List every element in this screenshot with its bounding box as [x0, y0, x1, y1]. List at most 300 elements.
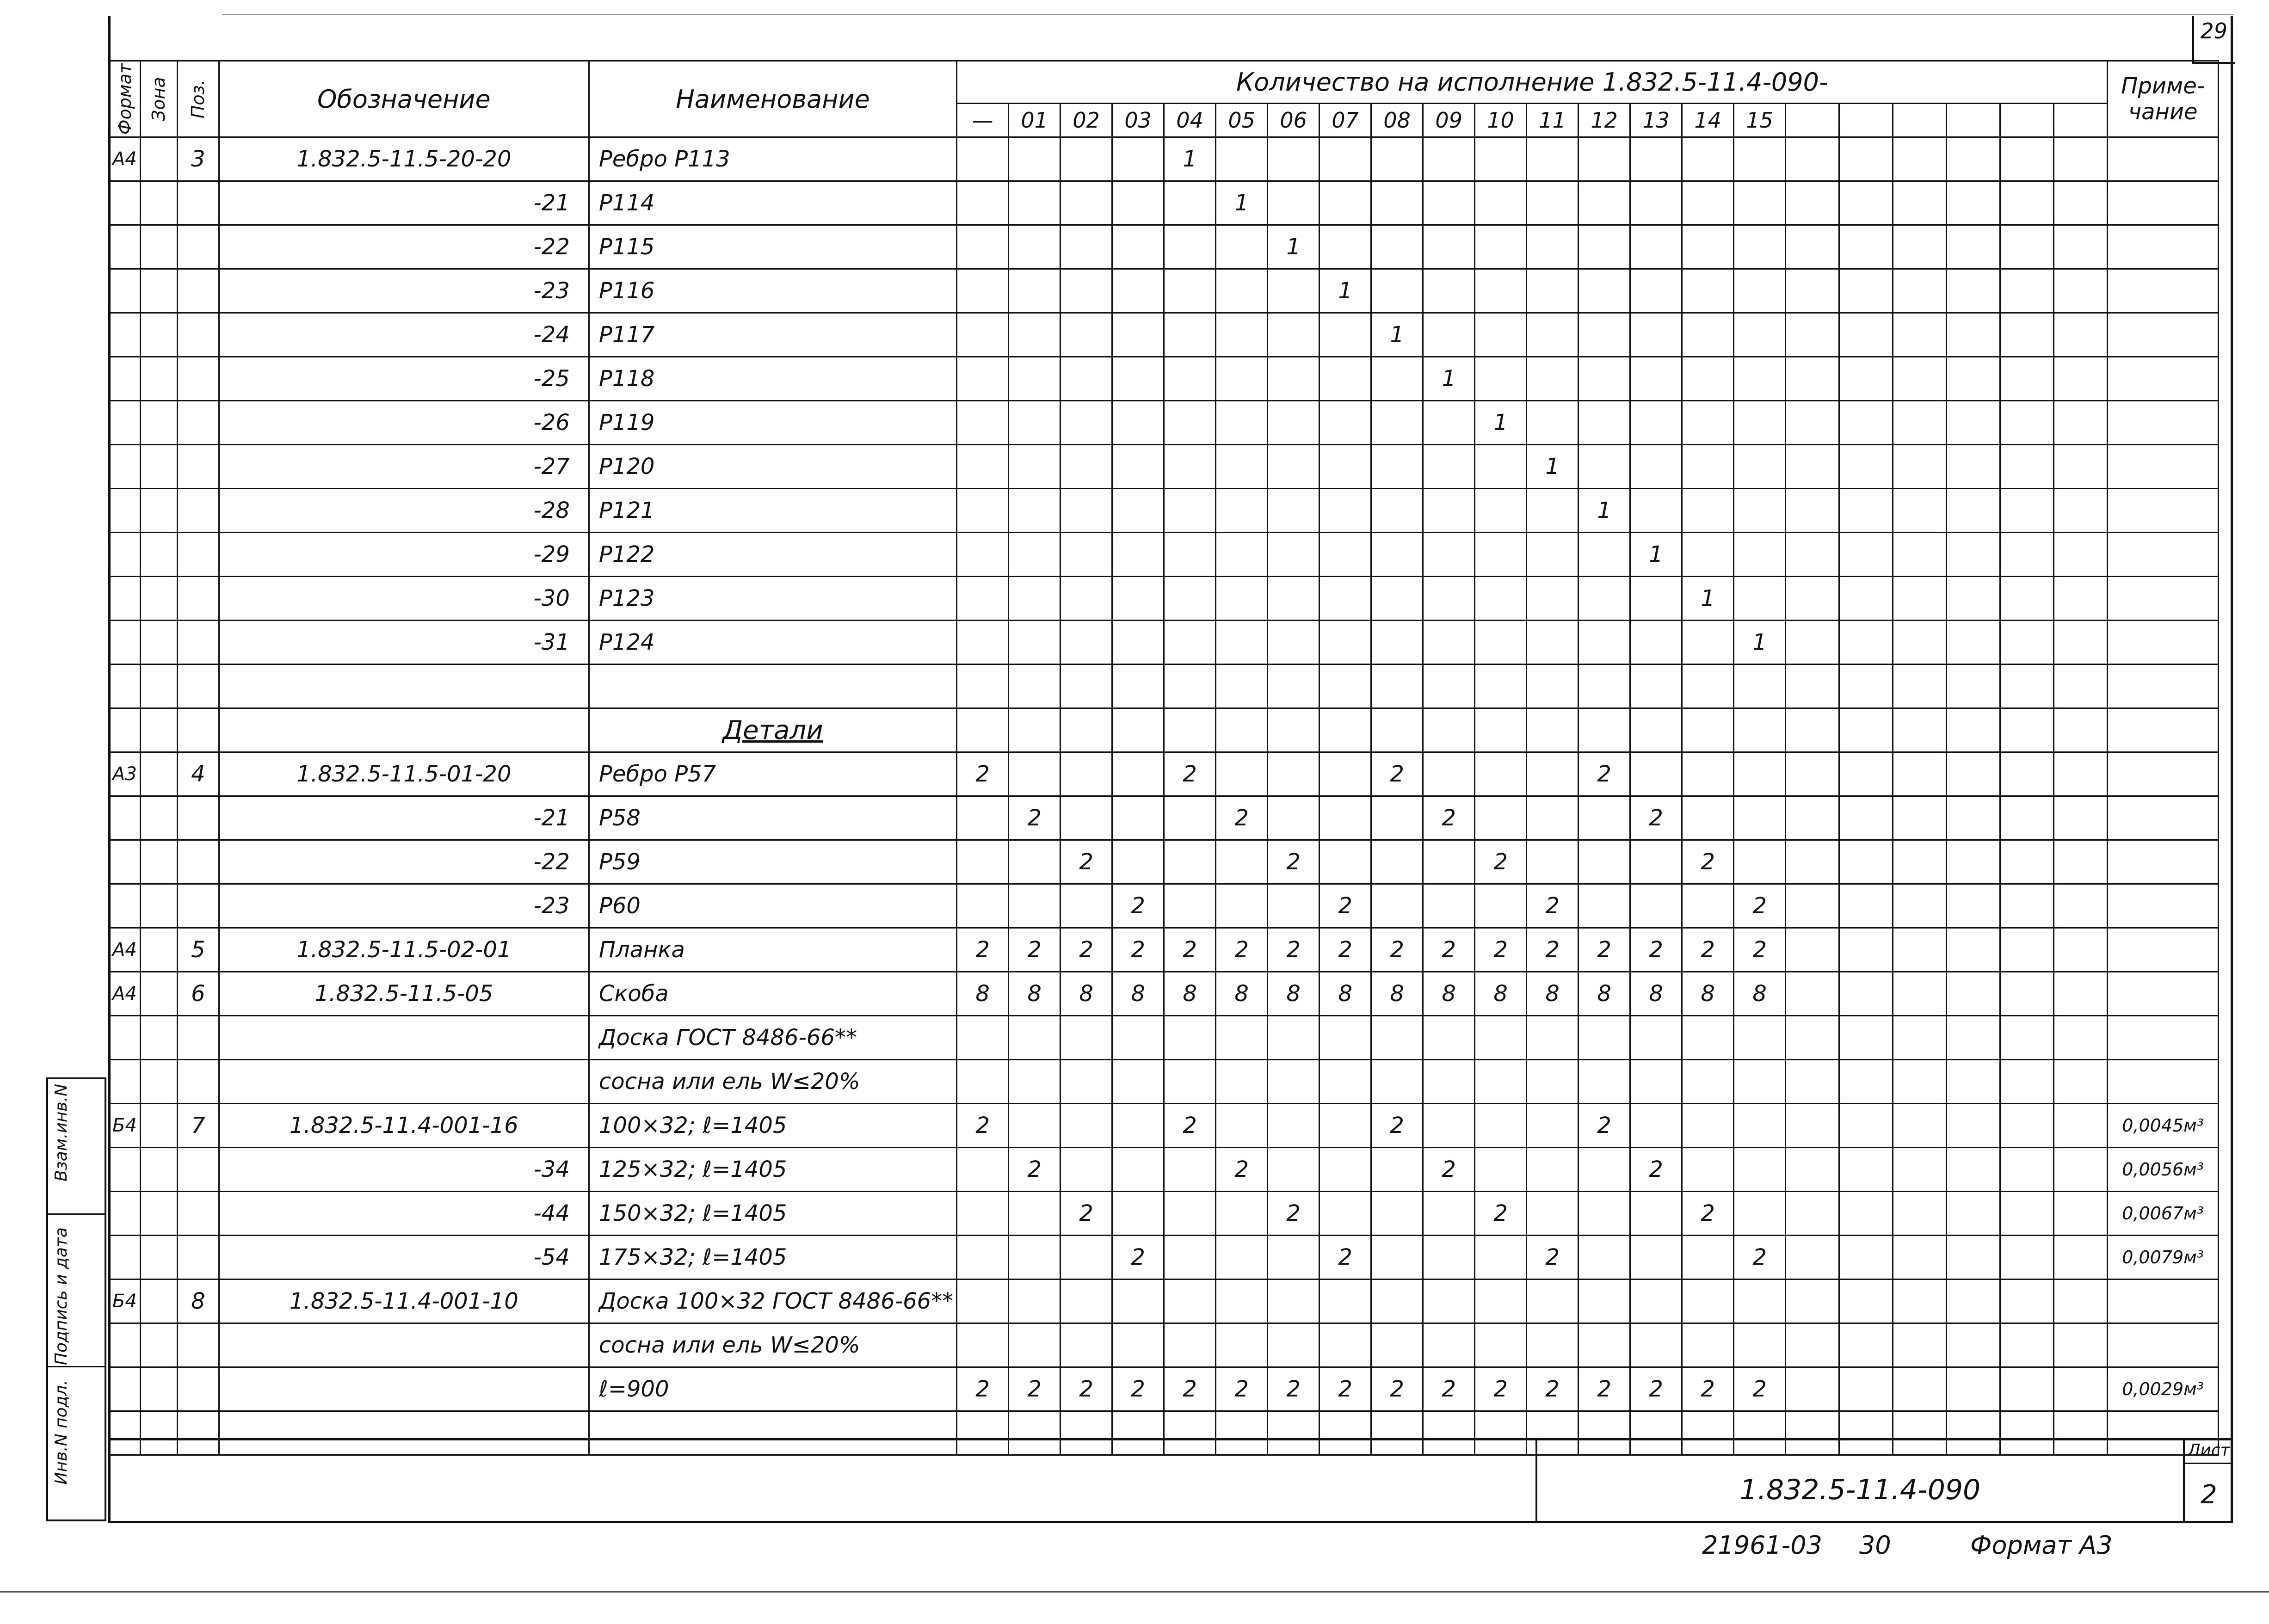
qty-cell: [1578, 1323, 1630, 1367]
qty-cell: [1112, 1192, 1164, 1236]
qty-cell: [1578, 357, 1630, 401]
designation-cell: -25: [219, 357, 589, 401]
qty-cell: 2: [1061, 1192, 1112, 1236]
qty-cell: [1319, 313, 1371, 357]
qty-cell: [1112, 1280, 1164, 1323]
qty-cell: [1682, 357, 1734, 401]
format-cell: [109, 1367, 141, 1411]
qty-cell: [1371, 1323, 1423, 1367]
qty-cell: [2000, 621, 2054, 664]
qty-cell: [1893, 664, 1947, 708]
qty-cell: [1319, 401, 1371, 445]
pos-cell: 8: [177, 1280, 219, 1323]
name-cell: Ребро Р57: [589, 752, 956, 796]
pos-cell: [177, 489, 219, 533]
name-cell: Р114: [589, 181, 956, 225]
qty-cell: [1839, 1148, 1893, 1192]
qty-cell: [1786, 1367, 1839, 1411]
qty-cell: [1268, 1060, 1319, 1104]
note-cell: [2108, 357, 2219, 401]
table-row: [109, 445, 2219, 489]
qty-cell: [1734, 708, 1786, 752]
qty-cell: 8: [1475, 972, 1527, 1016]
pos-cell: [177, 840, 219, 884]
qty-cell: [1371, 181, 1423, 225]
qty-cell: [1371, 1236, 1423, 1280]
qty-cell: [1734, 489, 1786, 533]
qty-cell: [1527, 533, 1578, 577]
format-cell: [109, 1016, 141, 1060]
qty-cell: [1839, 840, 1893, 884]
qty-cell: [1947, 1148, 2000, 1192]
qty-cell: [1786, 1280, 1839, 1323]
header-variant: 04: [1164, 104, 1216, 137]
designation-cell: -28: [219, 489, 589, 533]
qty-cell: [1527, 401, 1578, 445]
qty-cell: [1061, 489, 1112, 533]
qty-cell: [2000, 269, 2054, 313]
qty-cell: [1734, 752, 1786, 796]
qty-cell: [1527, 137, 1578, 181]
qty-cell: [1734, 269, 1786, 313]
qty-cell: [1893, 1192, 1947, 1236]
qty-cell: [1475, 1016, 1527, 1060]
qty-cell: [1319, 1104, 1371, 1148]
note-cell: 0,0056м³: [2108, 1148, 2219, 1192]
qty-cell: [1216, 664, 1268, 708]
qty-cell: [1475, 489, 1527, 533]
qty-cell: 2: [1527, 884, 1578, 928]
note-cell: [2108, 708, 2219, 752]
qty-cell: [1630, 1323, 1682, 1367]
note-cell: 0,0029м³: [2108, 1367, 2219, 1411]
qty-cell: [1164, 225, 1216, 269]
footer-code: 21961-03: [1702, 1531, 1822, 1560]
header-variant: 06: [1268, 104, 1319, 137]
qty-cell: [1371, 225, 1423, 269]
qty-cell: [1578, 269, 1630, 313]
qty-cell: 2: [1630, 1148, 1682, 1192]
qty-cell: [2054, 840, 2108, 884]
qty-cell: [1164, 796, 1216, 840]
qty-cell: 2: [1009, 1148, 1061, 1192]
qty-cell: [2000, 445, 2054, 489]
pos-cell: [177, 796, 219, 840]
note-cell: [2108, 840, 2219, 884]
qty-cell: 1: [1319, 269, 1371, 313]
pos-cell: [177, 577, 219, 621]
qty-cell: [1423, 533, 1475, 577]
qty-cell: 2: [1268, 1192, 1319, 1236]
qty-cell: [1630, 840, 1682, 884]
qty-cell: 8: [1578, 972, 1630, 1016]
zone-cell: [140, 577, 177, 621]
qty-cell: [1893, 533, 1947, 577]
designation-cell: -21: [219, 181, 589, 225]
bottom-line: [0, 1591, 2269, 1593]
qty-cell: [1682, 1323, 1734, 1367]
stamp-inv-podl: Инв.N подл.: [52, 1380, 71, 1485]
qty-cell: [1423, 445, 1475, 489]
qty-cell: [1423, 884, 1475, 928]
qty-cell: [1947, 577, 2000, 621]
qty-cell: 2: [1268, 928, 1319, 972]
qty-cell: [1216, 752, 1268, 796]
name-cell: Скоба: [589, 972, 956, 1016]
qty-cell: 2: [1682, 840, 1734, 884]
format-cell: [109, 445, 141, 489]
table-row: [109, 1236, 2219, 1280]
qty-cell: [1630, 577, 1682, 621]
header-variant: 15: [1734, 104, 1786, 137]
header-name: Наименование: [589, 61, 956, 137]
qty-cell: [1682, 137, 1734, 181]
specification-table: [108, 60, 2219, 1456]
qty-cell: 2: [1216, 928, 1268, 972]
name-cell: Р59: [589, 840, 956, 884]
designation-cell: 1.832.5-11.5-20-20: [219, 137, 589, 181]
table-row: [109, 137, 2219, 181]
qty-cell: [1475, 533, 1527, 577]
qty-cell: [1319, 621, 1371, 664]
qty-cell: [1164, 1060, 1216, 1104]
qty-cell: [1578, 840, 1630, 884]
qty-cell: 2: [1371, 1104, 1423, 1148]
pos-cell: [177, 357, 219, 401]
qty-cell: [1630, 181, 1682, 225]
pos-cell: [177, 708, 219, 752]
name-cell: Р121: [589, 489, 956, 533]
qty-cell: [2054, 621, 2108, 664]
qty-cell: 2: [1630, 1367, 1682, 1411]
left-stamp: [46, 1077, 106, 1521]
pos-cell: [177, 1323, 219, 1367]
qty-cell: [1061, 1323, 1112, 1367]
zone-cell: [140, 796, 177, 840]
qty-cell: [1061, 752, 1112, 796]
zone-cell: [140, 752, 177, 796]
qty-cell: [1734, 1323, 1786, 1367]
qty-cell: [1630, 1016, 1682, 1060]
table-row: [109, 225, 2219, 269]
qty-cell: [2054, 181, 2108, 225]
pos-cell: [177, 445, 219, 489]
qty-cell: 1: [1527, 445, 1578, 489]
qty-cell: 2: [1112, 928, 1164, 972]
qty-cell: 8: [1164, 972, 1216, 1016]
qty-cell: [957, 533, 1009, 577]
qty-cell: [1319, 1323, 1371, 1367]
qty-cell: 2: [957, 1104, 1009, 1148]
qty-cell: [2054, 313, 2108, 357]
header-format: Формат: [109, 61, 141, 137]
table-row: [109, 1280, 2219, 1323]
qty-cell: [1682, 1016, 1734, 1060]
designation-cell: -22: [219, 840, 589, 884]
qty-cell: [1893, 1016, 1947, 1060]
qty-cell: [1268, 489, 1319, 533]
qty-cell: [1527, 1016, 1578, 1060]
qty-cell: [1947, 137, 2000, 181]
format-cell: [109, 533, 141, 577]
qty-cell: [1578, 1192, 1630, 1236]
qty-cell: [1319, 708, 1371, 752]
zone-cell: [140, 533, 177, 577]
qty-cell: 2: [1371, 928, 1423, 972]
designation-cell: 1.832.5-11.4-001-10: [219, 1280, 589, 1323]
qty-cell: [2054, 225, 2108, 269]
qty-cell: [1112, 489, 1164, 533]
note-cell: [2108, 621, 2219, 664]
qty-cell: 2: [1112, 1367, 1164, 1411]
qty-cell: [1893, 269, 1947, 313]
header-variant: 01: [1009, 104, 1061, 137]
qty-cell: 2: [1009, 1367, 1061, 1411]
qty-cell: [1893, 577, 1947, 621]
qty-cell: [1061, 225, 1112, 269]
note-cell: 0,0067м³: [2108, 1192, 2219, 1236]
qty-cell: [1682, 533, 1734, 577]
qty-cell: [1682, 401, 1734, 445]
name-cell: 100×32; ℓ=1405: [589, 1104, 956, 1148]
header-variant: [1839, 104, 1893, 137]
format-cell: [109, 1060, 141, 1104]
qty-cell: [1423, 137, 1475, 181]
header-variant: 02: [1061, 104, 1112, 137]
qty-cell: [1423, 708, 1475, 752]
qty-cell: [1423, 1323, 1475, 1367]
qty-cell: [1371, 269, 1423, 313]
qty-cell: [1839, 1323, 1893, 1367]
header-variant: 05: [1216, 104, 1268, 137]
qty-cell: [1475, 1060, 1527, 1104]
qty-cell: [1786, 1236, 1839, 1280]
qty-cell: [1009, 884, 1061, 928]
zone-cell: [140, 972, 177, 1016]
qty-cell: [1839, 796, 1893, 840]
qty-cell: [1527, 752, 1578, 796]
qty-cell: [1578, 708, 1630, 752]
header-variant: 13: [1630, 104, 1682, 137]
qty-cell: [1216, 1280, 1268, 1323]
name-cell: [589, 664, 956, 708]
qty-cell: [1112, 1323, 1164, 1367]
zone-cell: [140, 884, 177, 928]
zone-cell: [140, 928, 177, 972]
qty-cell: [1061, 137, 1112, 181]
qty-cell: [1527, 1323, 1578, 1367]
qty-cell: [1475, 1323, 1527, 1367]
qty-cell: [1061, 664, 1112, 708]
qty-cell: 2: [1061, 840, 1112, 884]
qty-cell: [1734, 181, 1786, 225]
qty-cell: [1371, 401, 1423, 445]
qty-cell: [1112, 752, 1164, 796]
qty-cell: [1423, 225, 1475, 269]
qty-cell: [1112, 313, 1164, 357]
qty-cell: [1947, 1104, 2000, 1148]
format-cell: [109, 1192, 141, 1236]
qty-cell: [1630, 1280, 1682, 1323]
qty-cell: [1009, 445, 1061, 489]
qty-cell: [1475, 664, 1527, 708]
qty-cell: [1216, 313, 1268, 357]
qty-cell: 2: [1630, 928, 1682, 972]
qty-cell: [1216, 357, 1268, 401]
name-cell: Р119: [589, 401, 956, 445]
qty-cell: 2: [1371, 1367, 1423, 1411]
qty-cell: [1319, 225, 1371, 269]
qty-cell: [1423, 1016, 1475, 1060]
qty-cell: [1061, 1148, 1112, 1192]
qty-cell: [1112, 137, 1164, 181]
zone-cell: [140, 840, 177, 884]
qty-cell: [1947, 269, 2000, 313]
qty-cell: [2054, 445, 2108, 489]
qty-cell: 2: [1112, 884, 1164, 928]
qty-cell: [1268, 533, 1319, 577]
qty-cell: [1164, 1016, 1216, 1060]
note-cell: [2108, 928, 2219, 972]
zone-cell: [140, 1192, 177, 1236]
qty-cell: [1475, 796, 1527, 840]
qty-cell: [1268, 401, 1319, 445]
zone-cell: [140, 1367, 177, 1411]
header-variant: 07: [1319, 104, 1371, 137]
qty-cell: [1839, 225, 1893, 269]
qty-cell: [1947, 225, 2000, 269]
note-cell: [2108, 1060, 2219, 1104]
qty-cell: [1682, 225, 1734, 269]
qty-cell: [1319, 752, 1371, 796]
qty-cell: [1371, 577, 1423, 621]
qty-cell: 2: [1578, 1367, 1630, 1411]
qty-cell: [1630, 489, 1682, 533]
qty-cell: [1786, 840, 1839, 884]
qty-cell: 8: [1682, 972, 1734, 1016]
qty-cell: [1112, 225, 1164, 269]
format-cell: [109, 1236, 141, 1280]
qty-cell: [1527, 1104, 1578, 1148]
qty-cell: [957, 313, 1009, 357]
note-cell: [2108, 445, 2219, 489]
zone-cell: [140, 621, 177, 664]
qty-cell: [1947, 1060, 2000, 1104]
format-cell: Б4: [109, 1104, 141, 1148]
header-qty-title: Количество на исполнение 1.832.5-11.4-090-: [957, 61, 2108, 104]
name-cell: Ребро Р113: [589, 137, 956, 181]
header-row-1: [109, 61, 2219, 104]
qty-cell: [1893, 796, 1947, 840]
qty-cell: 2: [1475, 1367, 1527, 1411]
designation-cell: -29: [219, 533, 589, 577]
pos-cell: [177, 1192, 219, 1236]
qty-cell: [957, 357, 1009, 401]
qty-cell: [2054, 1148, 2108, 1192]
qty-cell: 8: [957, 972, 1009, 1016]
qty-cell: [1839, 1060, 1893, 1104]
qty-cell: [1061, 533, 1112, 577]
qty-cell: [2000, 796, 2054, 840]
name-cell: ℓ=900: [589, 1367, 956, 1411]
qty-cell: [1786, 1323, 1839, 1367]
qty-cell: [1009, 1104, 1061, 1148]
format-cell: А4: [109, 972, 141, 1016]
qty-cell: [957, 269, 1009, 313]
note-cell: [2108, 577, 2219, 621]
qty-cell: 2: [1475, 840, 1527, 884]
qty-cell: [1475, 884, 1527, 928]
qty-cell: 2: [1164, 752, 1216, 796]
qty-cell: [1423, 269, 1475, 313]
designation-cell: -31: [219, 621, 589, 664]
name-cell: 150×32; ℓ=1405: [589, 1192, 956, 1236]
qty-cell: [1947, 708, 2000, 752]
qty-cell: [1527, 225, 1578, 269]
name-cell: сосна или ель W≤20%: [589, 1060, 956, 1104]
qty-cell: [1734, 225, 1786, 269]
qty-cell: [1893, 1148, 1947, 1192]
qty-cell: [1578, 533, 1630, 577]
table-row: [109, 489, 2219, 533]
qty-cell: [1893, 489, 1947, 533]
name-cell: Р60: [589, 884, 956, 928]
note-cell: [2108, 533, 2219, 577]
qty-cell: [1893, 357, 1947, 401]
qty-cell: [1319, 533, 1371, 577]
qty-cell: [1786, 1016, 1839, 1060]
qty-cell: [2054, 1060, 2108, 1104]
table-row: [109, 664, 2219, 708]
qty-cell: 2: [957, 928, 1009, 972]
qty-cell: [1423, 181, 1475, 225]
name-cell: Р123: [589, 577, 956, 621]
qty-cell: [957, 225, 1009, 269]
qty-cell: [957, 664, 1009, 708]
qty-cell: [1578, 664, 1630, 708]
pos-cell: 5: [177, 928, 219, 972]
qty-cell: [1475, 1236, 1527, 1280]
qty-cell: [1682, 1060, 1734, 1104]
qty-cell: [2000, 401, 2054, 445]
qty-cell: [1112, 1016, 1164, 1060]
qty-cell: [1009, 708, 1061, 752]
qty-cell: [1112, 840, 1164, 884]
sheet-number: 2: [2201, 1480, 2217, 1510]
qty-cell: 2: [1475, 1192, 1527, 1236]
qty-cell: [1527, 621, 1578, 664]
qty-cell: 8: [1734, 972, 1786, 1016]
qty-cell: [1734, 1060, 1786, 1104]
qty-cell: [1112, 533, 1164, 577]
qty-cell: [1164, 1148, 1216, 1192]
zone-cell: [140, 1016, 177, 1060]
qty-cell: [1734, 664, 1786, 708]
format-cell: [109, 884, 141, 928]
qty-cell: [1009, 840, 1061, 884]
qty-cell: [2054, 1323, 2108, 1367]
qty-cell: [1893, 884, 1947, 928]
qty-cell: 2: [1423, 1148, 1475, 1192]
qty-cell: [2054, 533, 2108, 577]
qty-cell: [1947, 533, 2000, 577]
qty-cell: [1839, 313, 1893, 357]
qty-cell: 2: [1527, 1236, 1578, 1280]
qty-cell: [1893, 401, 1947, 445]
qty-cell: [1319, 840, 1371, 884]
header-zone: Зона: [140, 61, 177, 137]
qty-cell: 2: [1268, 1367, 1319, 1411]
